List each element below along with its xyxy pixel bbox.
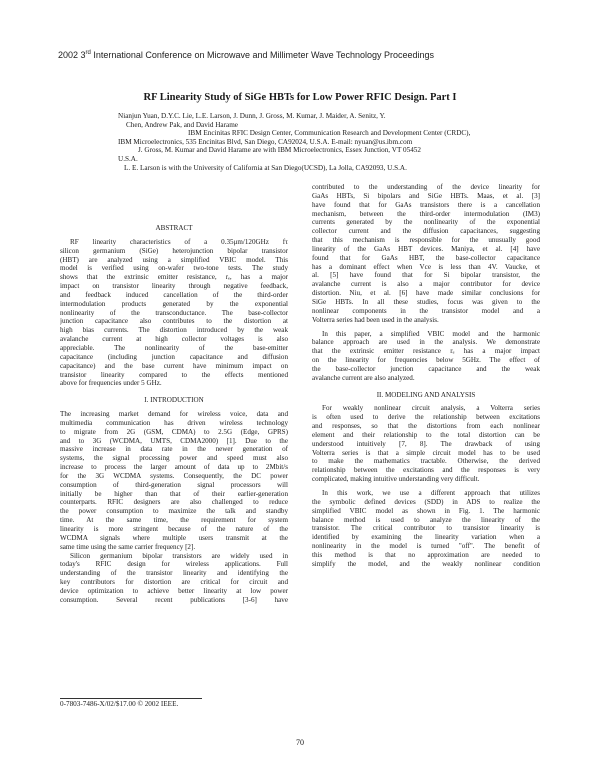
- text-line: and feedback induced cancellation of the third-order: [60, 290, 288, 299]
- author-line: Chen, Andrew Pak, and David Harame: [126, 120, 238, 129]
- text-line: shows that the extrinsic emitter resistance, rₑ, has a major: [60, 273, 288, 282]
- copyright-notice: 0-7803-7486-X/02/$17.00 © 2002 IEEE.: [60, 700, 179, 708]
- text-line: high bias currents. The distortion introduced by the weak: [60, 326, 288, 335]
- text-line: balance approach are used in the analysis. We demonstrate: [312, 338, 540, 347]
- introduction-heading: I. INTRODUCTION: [144, 396, 204, 405]
- text-line: transistor. The critical contributor to transistor linearity is: [312, 524, 540, 533]
- text-line: today's RFIC design for wireless applications. Full: [60, 560, 288, 569]
- right-paragraph-2: [312, 330, 540, 383]
- introduction-body: [60, 410, 288, 605]
- text-line: to make the mathematics tractable. Otherwise, the derived: [312, 457, 540, 466]
- text-line: SiGe HBTs. In all these studies, focus was given to the: [312, 297, 540, 306]
- text-line: initially be higher than that of their earlier-generation: [60, 489, 288, 498]
- text-line: In this work, we use a different approach that utilizes: [322, 489, 540, 497]
- text-line: above for frequencies under 5 GHz.: [60, 379, 162, 388]
- affiliation-line: L. E. Larson is with the University of California at San Diego(UCSD), La Jolla, CA92093, U.S.A.: [124, 163, 407, 172]
- conference-header: [58, 50, 558, 60]
- text-line: collector current and the diffusion capacitances, suggesting: [312, 227, 540, 236]
- text-line: contributed to the understanding of the device linearity for: [312, 183, 540, 191]
- text-line: nonlinearity in the model is turned "off". The benefit of: [312, 542, 540, 551]
- text-line: silicon germanium (SiGe) heterojunction bipolar transistor: [60, 246, 288, 255]
- text-line: In this paper, a simplified VBIC model and the harmonic: [322, 329, 540, 338]
- conference-name: International Conference on Microwave and Millimeter Wave Technology Proceedings: [90, 50, 435, 60]
- text-line: simplify the model, and the weakly nonlinear condition: [312, 559, 540, 568]
- author-line: Nianjun Yuan, D.Y.C. Lie, L.E. Larson, J. Dunn, J. Gross, M. Kumar, J. Maider, A. Senitz, Y.: [118, 112, 386, 120]
- text-line: Silicon germanium bipolar transistors are widely used in: [70, 551, 288, 560]
- right-column: [312, 183, 540, 569]
- text-line: nonlinear components in the transistor model and a: [312, 306, 540, 315]
- affiliation-line: IBM Encinitas RFIC Design Center, Communication Research and Development Center (CRDC),: [188, 129, 471, 138]
- text-line: element and their relationship to the total distortion can be: [312, 430, 540, 439]
- text-line: understanding of the transistor linearity and identifying the: [60, 569, 288, 578]
- text-line: the base-collector junction capacitance and the weak: [312, 364, 540, 373]
- text-line: junction capacitance also contributes to the distortion at: [60, 317, 288, 326]
- text-line: understood intuitively [7, 8]. The drawback of using: [312, 439, 540, 448]
- text-line: has a dominant effect when Vce is less than 4V. Vaucke, et: [312, 262, 540, 271]
- text-line: same time using the same carrier frequency [2].: [60, 542, 196, 551]
- text-line: massive increase in data rate in the newer generation of: [60, 445, 288, 454]
- right-paragraph-4: [312, 489, 540, 569]
- text-line: avalanche current is also a major contributor for device: [312, 280, 540, 289]
- text-line: Volterra series is that a simple circuit model has to be used: [312, 448, 540, 457]
- text-line: complicated, making intuitive understanding very difficult.: [312, 475, 480, 484]
- text-line: GaAs HBTs, Si bipolars and SiGe HBTs. Maas, et al. [3]: [312, 191, 540, 200]
- text-line: key contributors for distortion are critical for circuit and: [60, 578, 288, 587]
- text-line: impact on transistor linearity through negative feedback,: [60, 282, 288, 291]
- text-line: al. [5] have found that for Si bipolar transistor, the: [312, 271, 540, 280]
- text-line: consumption. Several recent publications [3-6] have: [60, 595, 288, 604]
- text-line: balance method is used to analyze the linearity of the: [312, 515, 540, 524]
- text-line: Volterra series had been used in the analysis.: [312, 315, 439, 324]
- text-line: have found that for GaAs transistors there is a cancellation: [312, 200, 540, 209]
- affiliation-line: U.S.A.: [118, 154, 138, 163]
- text-line: nonlinearity of the transconductance. The base-collector: [60, 308, 288, 317]
- text-line: capacitance) and the base current have minimum impact on: [60, 361, 288, 370]
- text-line: the power consumption to maximize the talk and standby: [60, 507, 288, 516]
- left-column: [60, 224, 288, 605]
- affiliation-line: IBM Microelectronics, 535 Encinitas Blvd, San Diego, CA92024, U.S.A. E-mail: nyuan@us.ibm.com: [118, 137, 413, 146]
- text-line: simplified VBIC model as shown in Fig. 1. The harmonic: [312, 506, 540, 515]
- text-line: distortion. Niu, et al. [6] have made similar conclusions for: [312, 289, 540, 298]
- text-line: time. At the same time, the requirement for system: [60, 516, 288, 525]
- text-line: capacitance (including junction capacitance and diffusion: [60, 352, 288, 361]
- text-line: on the linearity for frequencies below 5GHz. The effect of: [312, 356, 540, 365]
- text-line: intermodulation products generated by the exponential: [60, 299, 288, 308]
- text-line: increase to process the larger amount of data up to 2Mbit/s: [60, 463, 288, 472]
- abstract-body: [60, 238, 288, 388]
- text-line: identified by examining the linearity variation when a: [312, 533, 540, 542]
- author-block: [118, 112, 518, 172]
- text-line: for the 3G WCDMA systems. Consequently, the DC power: [60, 471, 288, 480]
- text-line: and to 3G (WCDMA, UMTS, CDMA2000) [1]. Due to the: [60, 436, 288, 445]
- text-line: avalanche current are also analyzed.: [312, 373, 415, 382]
- right-paragraph-3: [312, 404, 540, 484]
- abstract-heading: ABSTRACT: [155, 224, 193, 232]
- text-line: linearity of the GaAs HBT devices. Maniya, et al. [4] have: [312, 244, 540, 253]
- text-line: is often used to derive the relationship between excitations: [312, 413, 540, 422]
- text-line: WCDMA signals where multiple users transmit at the: [60, 533, 288, 542]
- text-line: the symbolic defined devices (SDD) in ADS to realize the: [312, 497, 540, 506]
- text-line: RF linearity characteristics of a 0.35μm/120GHz fτ: [70, 237, 288, 246]
- text-line: (HBT) are analyzed using a simplified VBIC model. This: [60, 255, 288, 264]
- text-line: systems, the signal processing power and speed must also: [60, 454, 288, 463]
- text-line: avalanche current at high collector voltages is also: [60, 335, 288, 344]
- paper-title: RF Linearity Study of SiGe HBTs for Low Power RFIC Design. Part I: [143, 92, 457, 103]
- text-line: relationship between the excitations and the responses is very: [312, 466, 540, 475]
- text-line: found that for GaAs HBT, the base-collector capacitance: [312, 253, 540, 262]
- affiliation-line: J. Gross, M. Kumar and David Harame are with IBM Microelectronics, Essex Junction, VT 05452: [138, 146, 421, 155]
- text-line: currents generated by the nonlinearity of the exponential: [312, 218, 540, 227]
- text-line: and responses, so that the distortions from each nonlinear: [312, 422, 540, 431]
- text-line: that the extrinsic emitter resistance rₑ has a major impact: [312, 347, 540, 356]
- text-line: model is verified using on-wafer two-tone tests. The study: [60, 264, 288, 273]
- text-line: this method is that no approximation are needed to: [312, 550, 540, 559]
- page-number: 70: [296, 738, 304, 747]
- text-line: consumption of third-generation signal processors will: [60, 480, 288, 489]
- footnote-rule: [60, 698, 202, 699]
- text-line: device optimization to achieve better linearity at low power: [60, 586, 288, 595]
- text-line: multimedia communication has driven wireless technology: [60, 418, 288, 427]
- modeling-heading: II. MODELING AND ANALYSIS: [376, 390, 476, 399]
- conference-year: 2002 3: [58, 50, 86, 60]
- text-line: linearity is more stringent because of the nature of the: [60, 525, 288, 533]
- text-line: to migrate from 2G (GSM, CDMA) to 2.5G (Edge, GPRS): [60, 427, 288, 436]
- text-line: transistor linearity compared to the effects mentioned: [60, 370, 288, 379]
- text-line: that this mechanism is responsible for the unusually good: [312, 236, 540, 245]
- conference-year-suffix: rd: [85, 50, 91, 56]
- text-line: counterparts. RFIC designers are also challenged to reduce: [60, 498, 288, 507]
- text-line: For weakly nonlinear circuit analysis, a Volterra series: [322, 404, 540, 413]
- right-paragraph-1: [312, 183, 540, 325]
- text-line: The increasing market demand for wireless voice, data and: [60, 410, 288, 419]
- text-line: appreciable. The nonlinearity of the base-emitter: [60, 343, 288, 352]
- text-line: mechanism, between the third-order intermodulation (IM3): [312, 209, 540, 218]
